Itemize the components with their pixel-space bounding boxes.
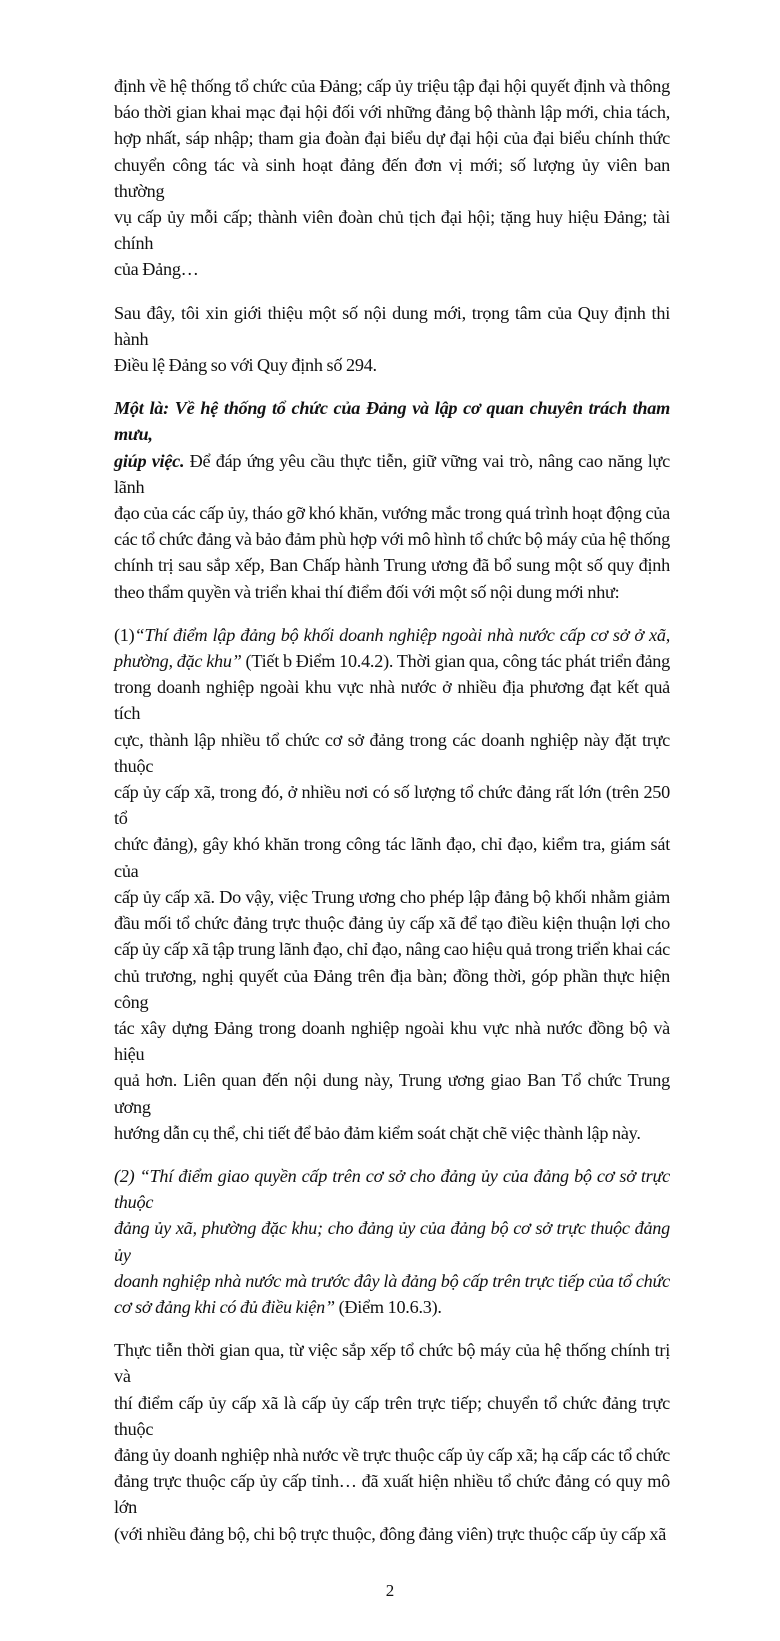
quoted-provision-line: đảng ủy xã, phường đặc khu; cho đảng ủy của đảng bộ cơ sở trực thuộc đảng ủy xyxy=(114,1218,670,1265)
text-line: đạo của các cấp ủy, tháo gỡ khó khăn, vướng mắc trong quá trình hoạt động của xyxy=(114,503,670,524)
text-line: chức đảng), gây khó khăn trong công tác lãnh đạo, chỉ đạo, kiểm tra, giám sát của xyxy=(114,834,670,881)
text-line: cấp ủy cấp xã, trong đó, ở nhiều nơi có số lượng tổ chức đảng rất lớn (trên 250 tổ xyxy=(114,782,670,829)
text-run: (Tiết b Điểm 10.4.2). Thời gian qua, công tác phát triển đảng xyxy=(241,651,670,672)
document-page xyxy=(114,0,670,1547)
paragraph-spacer xyxy=(114,1146,670,1163)
text-line: của Đảng… xyxy=(114,259,199,280)
text-line: Sau đây, tôi xin giới thiệu một số nội dung mới, trọng tâm của Quy định thi hành xyxy=(114,302,670,349)
text-line: đảng trực thuộc cấp ủy cấp tỉnh… đã xuất hiện nhiều tổ chức đảng có quy mô lớn xyxy=(114,1471,670,1518)
text-line: theo thẩm quyền và triển khai thí điểm đối với một số nội dung mới như: xyxy=(114,581,620,602)
text-line: định về hệ thống tổ chức của Đảng; cấp ủy triệu tập đại hội quyết định và thông xyxy=(114,76,670,96)
text-line xyxy=(114,622,670,648)
paragraph-6 xyxy=(114,1337,670,1547)
quoted-provision-line: (2) “Thí điểm giao quyền cấp trên cơ sở cho đảng ủy của đảng bộ cơ sở trực thuộc xyxy=(114,1165,670,1213)
text-line: chính trị sau sắp xếp, Ban Chấp hành Trung ương đã bổ sung một số quy định xyxy=(114,555,670,576)
quoted-provision: phường, đặc khu” xyxy=(114,651,242,672)
quoted-provision-line: doanh nghiệp nhà nước mà trước đây là đảng bộ cấp trên trực tiếp của tổ chức xyxy=(114,1270,670,1291)
section-heading-end: giúp việc. xyxy=(114,450,185,471)
text-run: Để đáp ứng yêu cầu thực tiễn, giữ vững vai trò, nâng cao năng lực lãnh xyxy=(114,450,670,497)
paragraph-spacer xyxy=(114,1320,670,1337)
paragraph-5-item-2 xyxy=(114,1163,670,1320)
text-line: hợp nhất, sáp nhập; tham gia đoàn đại biểu dự đại hội của đại biểu chính thức xyxy=(114,128,670,149)
paragraph-spacer xyxy=(114,283,670,300)
text-line xyxy=(114,648,670,674)
paragraph-1 xyxy=(114,73,670,283)
paragraph-4-item-1 xyxy=(114,622,670,1146)
text-line: đảng ủy doanh nghiệp nhà nước về trực thuộc cấp ủy cấp xã; hạ cấp các tổ chức xyxy=(114,1444,670,1465)
text-line: vụ cấp ủy mỗi cấp; thành viên đoàn chủ tịch đại hội; tặng huy hiệu Đảng; tài chính xyxy=(114,207,670,254)
text-line: quả hơn. Liên quan đến nội dung này, Trung ương giao Ban Tổ chức Trung ương xyxy=(114,1070,670,1117)
text-line: Điều lệ Đảng so với Quy định số 294. xyxy=(114,355,377,376)
text-line: cấp ủy cấp xã tập trung lãnh đạo, chỉ đạo, nâng cao hiệu quả trong triển khai các xyxy=(114,939,670,960)
text-line xyxy=(114,1294,670,1320)
text-line: chuyển công tác và sinh hoạt đảng đến đơn vị mới; số lượng ủy viên ban thường xyxy=(114,154,670,201)
text-line: tác xây dựng Đảng trong doanh nghiệp ngoài khu vực nhà nước đồng bộ và hiệu xyxy=(114,1017,670,1065)
paragraph-spacer xyxy=(114,378,670,395)
text-line: thí điểm cấp ủy cấp xã là cấp ủy cấp trên trực tiếp; chuyển tổ chức đảng trực thuộc xyxy=(114,1392,670,1439)
text-line: chủ trương, nghị quyết của Đảng trên địa bàn; đồng thời, góp phần thực hiện công xyxy=(114,965,670,1012)
text-line: các tổ chức đảng và bảo đảm phù hợp với mô hình tổ chức bộ máy của hệ thống xyxy=(114,529,670,550)
text-line: báo thời gian khai mạc đại hội đối với những đảng bộ thành lập mới, chia tách, xyxy=(114,102,670,123)
text-line: cực, thành lập nhiều tổ chức cơ sở đảng trong các doanh nghiệp này đặt trực thuộc xyxy=(114,729,670,776)
text-line: (với nhiều đảng bộ, chi bộ trực thuộc, đông đảng viên) trực thuộc cấp ủy cấp xã xyxy=(114,1523,667,1544)
paragraph-2 xyxy=(114,300,670,379)
text-line: đầu mối tổ chức đảng trực thuộc đảng ủy cấp xã để tạo điều kiện thuận lợi cho xyxy=(114,913,670,934)
quoted-provision: cơ sở đảng khi có đủ điều kiện” xyxy=(114,1296,335,1317)
text-run: (Điểm 10.6.3). xyxy=(334,1296,442,1317)
text-line: Thực tiễn thời gian qua, từ việc sắp xếp tổ chức bộ máy của hệ thống chính trị và xyxy=(114,1340,670,1387)
item-number: (1) xyxy=(114,624,135,645)
text-line: hướng dẫn cụ thể, chi tiết để bảo đảm kiểm soát chặt chẽ việc thành lập này. xyxy=(114,1122,641,1143)
text-line: cấp ủy cấp xã. Do vậy, việc Trung ương cho phép lập đảng bộ khối nhằm giảm xyxy=(114,886,670,907)
paragraph-spacer xyxy=(114,605,670,622)
page-number: 2 xyxy=(385,1580,395,1600)
text-line: trong doanh nghiệp ngoài khu vực nhà nước ở nhiều địa phương đạt kết quả tích xyxy=(114,677,670,724)
text-line xyxy=(114,448,670,500)
quoted-provision: “Thí điểm lập đảng bộ khối doanh nghiệp ngoài nhà nước cấp cơ sở ở xã, xyxy=(134,624,670,645)
section-heading: Một là: Về hệ thống tổ chức của Đảng và lập cơ quan chuyên trách tham mưu, xyxy=(114,398,670,445)
paragraph-3-section-one xyxy=(114,395,670,605)
